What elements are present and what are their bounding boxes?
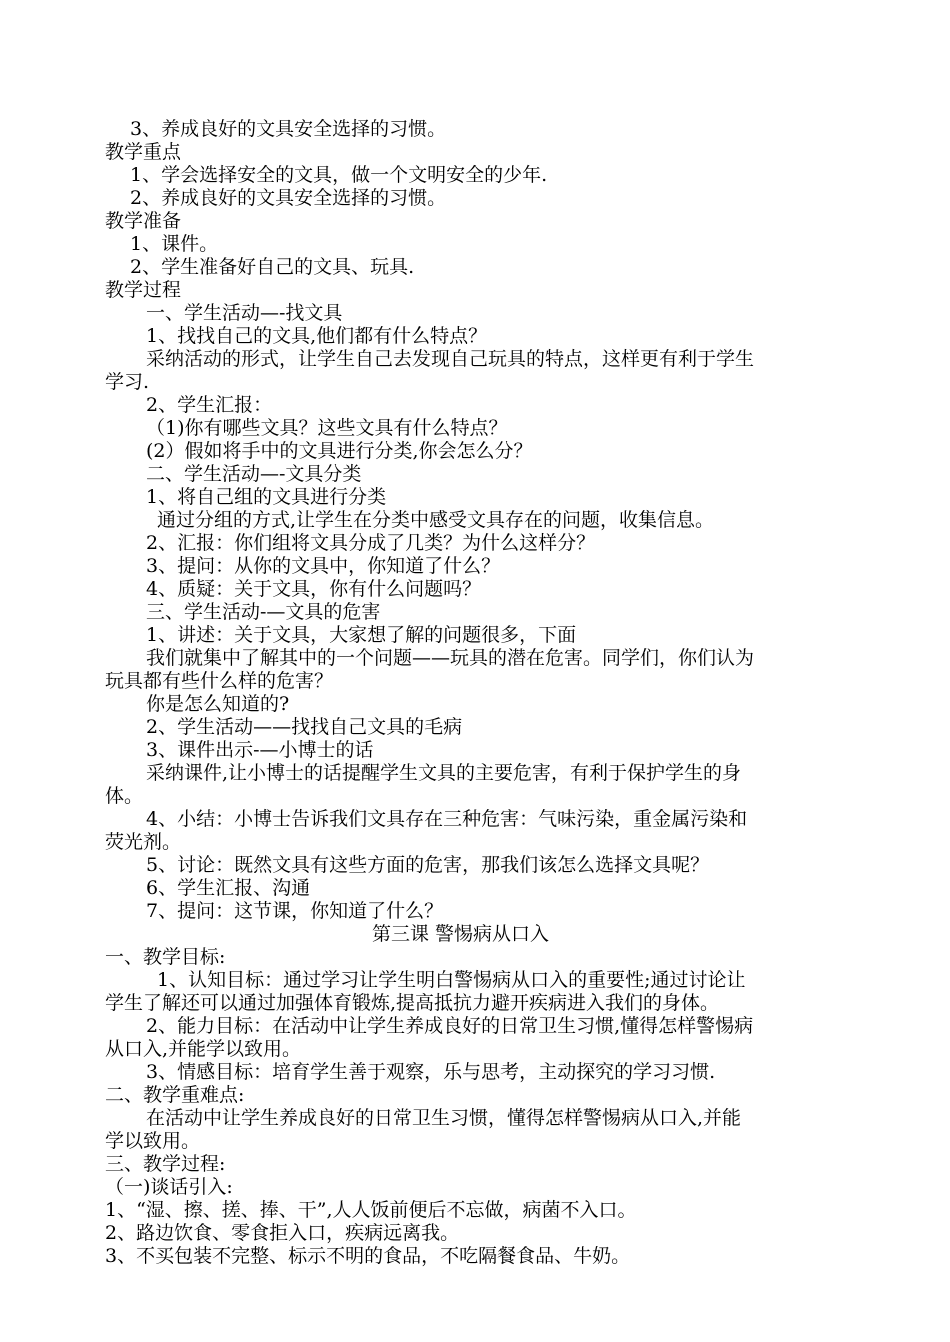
text-line: 2、学生汇报： (146, 394, 273, 416)
text-line: 采纳活动的形式，让学生自己去发现自己玩具的特点，这样更有利于学生 (146, 348, 755, 370)
text-line: 1、学会选择安全的文具，做一个文明安全的少年. (130, 164, 548, 186)
text-line: 你是怎么知道的? (146, 693, 290, 715)
text-line: 2、学生准备好自己的文具、玩具. (130, 256, 415, 278)
section-heading: 一、教学目标: (105, 946, 226, 968)
text-line: 4、小结：小博士告诉我们文具存在三种危害：气味污染，重金属污染和 (146, 808, 748, 830)
text-line: 3、情感目标：培育学生善于观察，乐与思考，主动探究的学习习惯. (146, 1061, 716, 1083)
text-line: 学习. (105, 371, 150, 393)
text-line: 通过分组的方式,让学生在分类中感受文具存在的问题，收集信息。 (157, 509, 715, 531)
text-line: 3、不买包装不完整、标示不明的食品，不吃隔餐食品、牛奶。 (105, 1245, 631, 1267)
text-line: 荧光剂。 (105, 831, 182, 853)
lesson-title: 第三课 警惕病从口入 (372, 923, 550, 945)
section-heading: 教学重点 (105, 141, 182, 163)
text-line: 1、“湿、擦、搓、捧、干”,人人饭前便后不忘做，病菌不入口。 (105, 1199, 637, 1221)
text-line: 从口入,并能学以致用。 (105, 1038, 302, 1060)
text-line: 1、讲述：关于文具，大家想了解的问题很多，下面 (146, 624, 577, 646)
text-line: 体。 (105, 785, 144, 807)
text-line: 2、汇报：你们组将文具分成了几类？为什么这样分？ (146, 532, 596, 554)
text-line: 玩具都有些什么样的危害？ (105, 670, 334, 692)
text-line: 在活动中让学生养成良好的日常卫生习惯，懂得怎样警惕病从口入,并能 (146, 1107, 742, 1129)
text-line: 1、将自己组的文具进行分类 (146, 486, 387, 508)
text-line: 3、课件出示-—小博士的话 (146, 739, 374, 761)
text-line: （一)谈话引入: (105, 1176, 233, 1198)
text-line: （1)你有哪些文具？这些文具有什么特点？ (146, 417, 508, 439)
text-line: 学生了解还可以通过加强体育锻炼,提高抵抗力避开疾病进入我们的身体。 (105, 992, 720, 1014)
text-line: 6、学生汇报、沟通 (146, 877, 311, 899)
text-line: 学以致用。 (105, 1130, 201, 1152)
section-heading: 教学过程 (105, 279, 182, 301)
text-line: 我们就集中了解其中的一个问题——玩具的潜在危害。同学们，你们认为 (146, 647, 755, 669)
text-line: 2、养成良好的文具安全选择的习惯。 (130, 187, 447, 209)
text-line: 二、学生活动—-文具分类 (146, 463, 362, 485)
text-line: 1、课件。 (130, 233, 219, 255)
section-heading: 二、教学重难点: (105, 1084, 245, 1106)
text-line: 采纳课件,让小博士的话提醒学生文具的主要危害，有利于保护学生的身 (146, 762, 742, 784)
text-line: 3、养成良好的文具安全选择的习惯。 (130, 118, 447, 140)
text-line: 2、学生活动——找找自己文具的毛病 (146, 716, 463, 738)
section-heading: 三、教学过程: (105, 1153, 226, 1175)
text-line: 2、能力目标：在活动中让学生养成良好的日常卫生习惯,懂得怎样警惕病 (146, 1015, 754, 1037)
section-heading: 教学准备 (105, 210, 182, 232)
text-line: 7、提问：这节课，你知道了什么？ (146, 900, 444, 922)
text-line: 一、学生活动—-找文具 (146, 302, 343, 324)
text-line: 3、提问：从你的文具中，你知道了什么？ (146, 555, 501, 577)
text-line: 三、学生活动-—文具的危害 (146, 601, 381, 623)
text-line: 5、讨论：既然文具有这些方面的危害，那我们该怎么选择文具呢？ (146, 854, 710, 876)
text-line: 2、路边饮食、零食拒入口，疾病远离我。 (105, 1222, 460, 1244)
text-line: 1、找找自己的文具,他们都有什么特点？ (146, 325, 488, 347)
text-line: 1、认知目标：通过学习让学生明白警惕病从口入的重要性;通过讨论让 (157, 969, 746, 991)
text-line: (2）假如将手中的文具进行分类,你会怎么分？ (146, 440, 533, 462)
text-line: 4、质疑：关于文具，你有什么问题吗？ (146, 578, 482, 600)
